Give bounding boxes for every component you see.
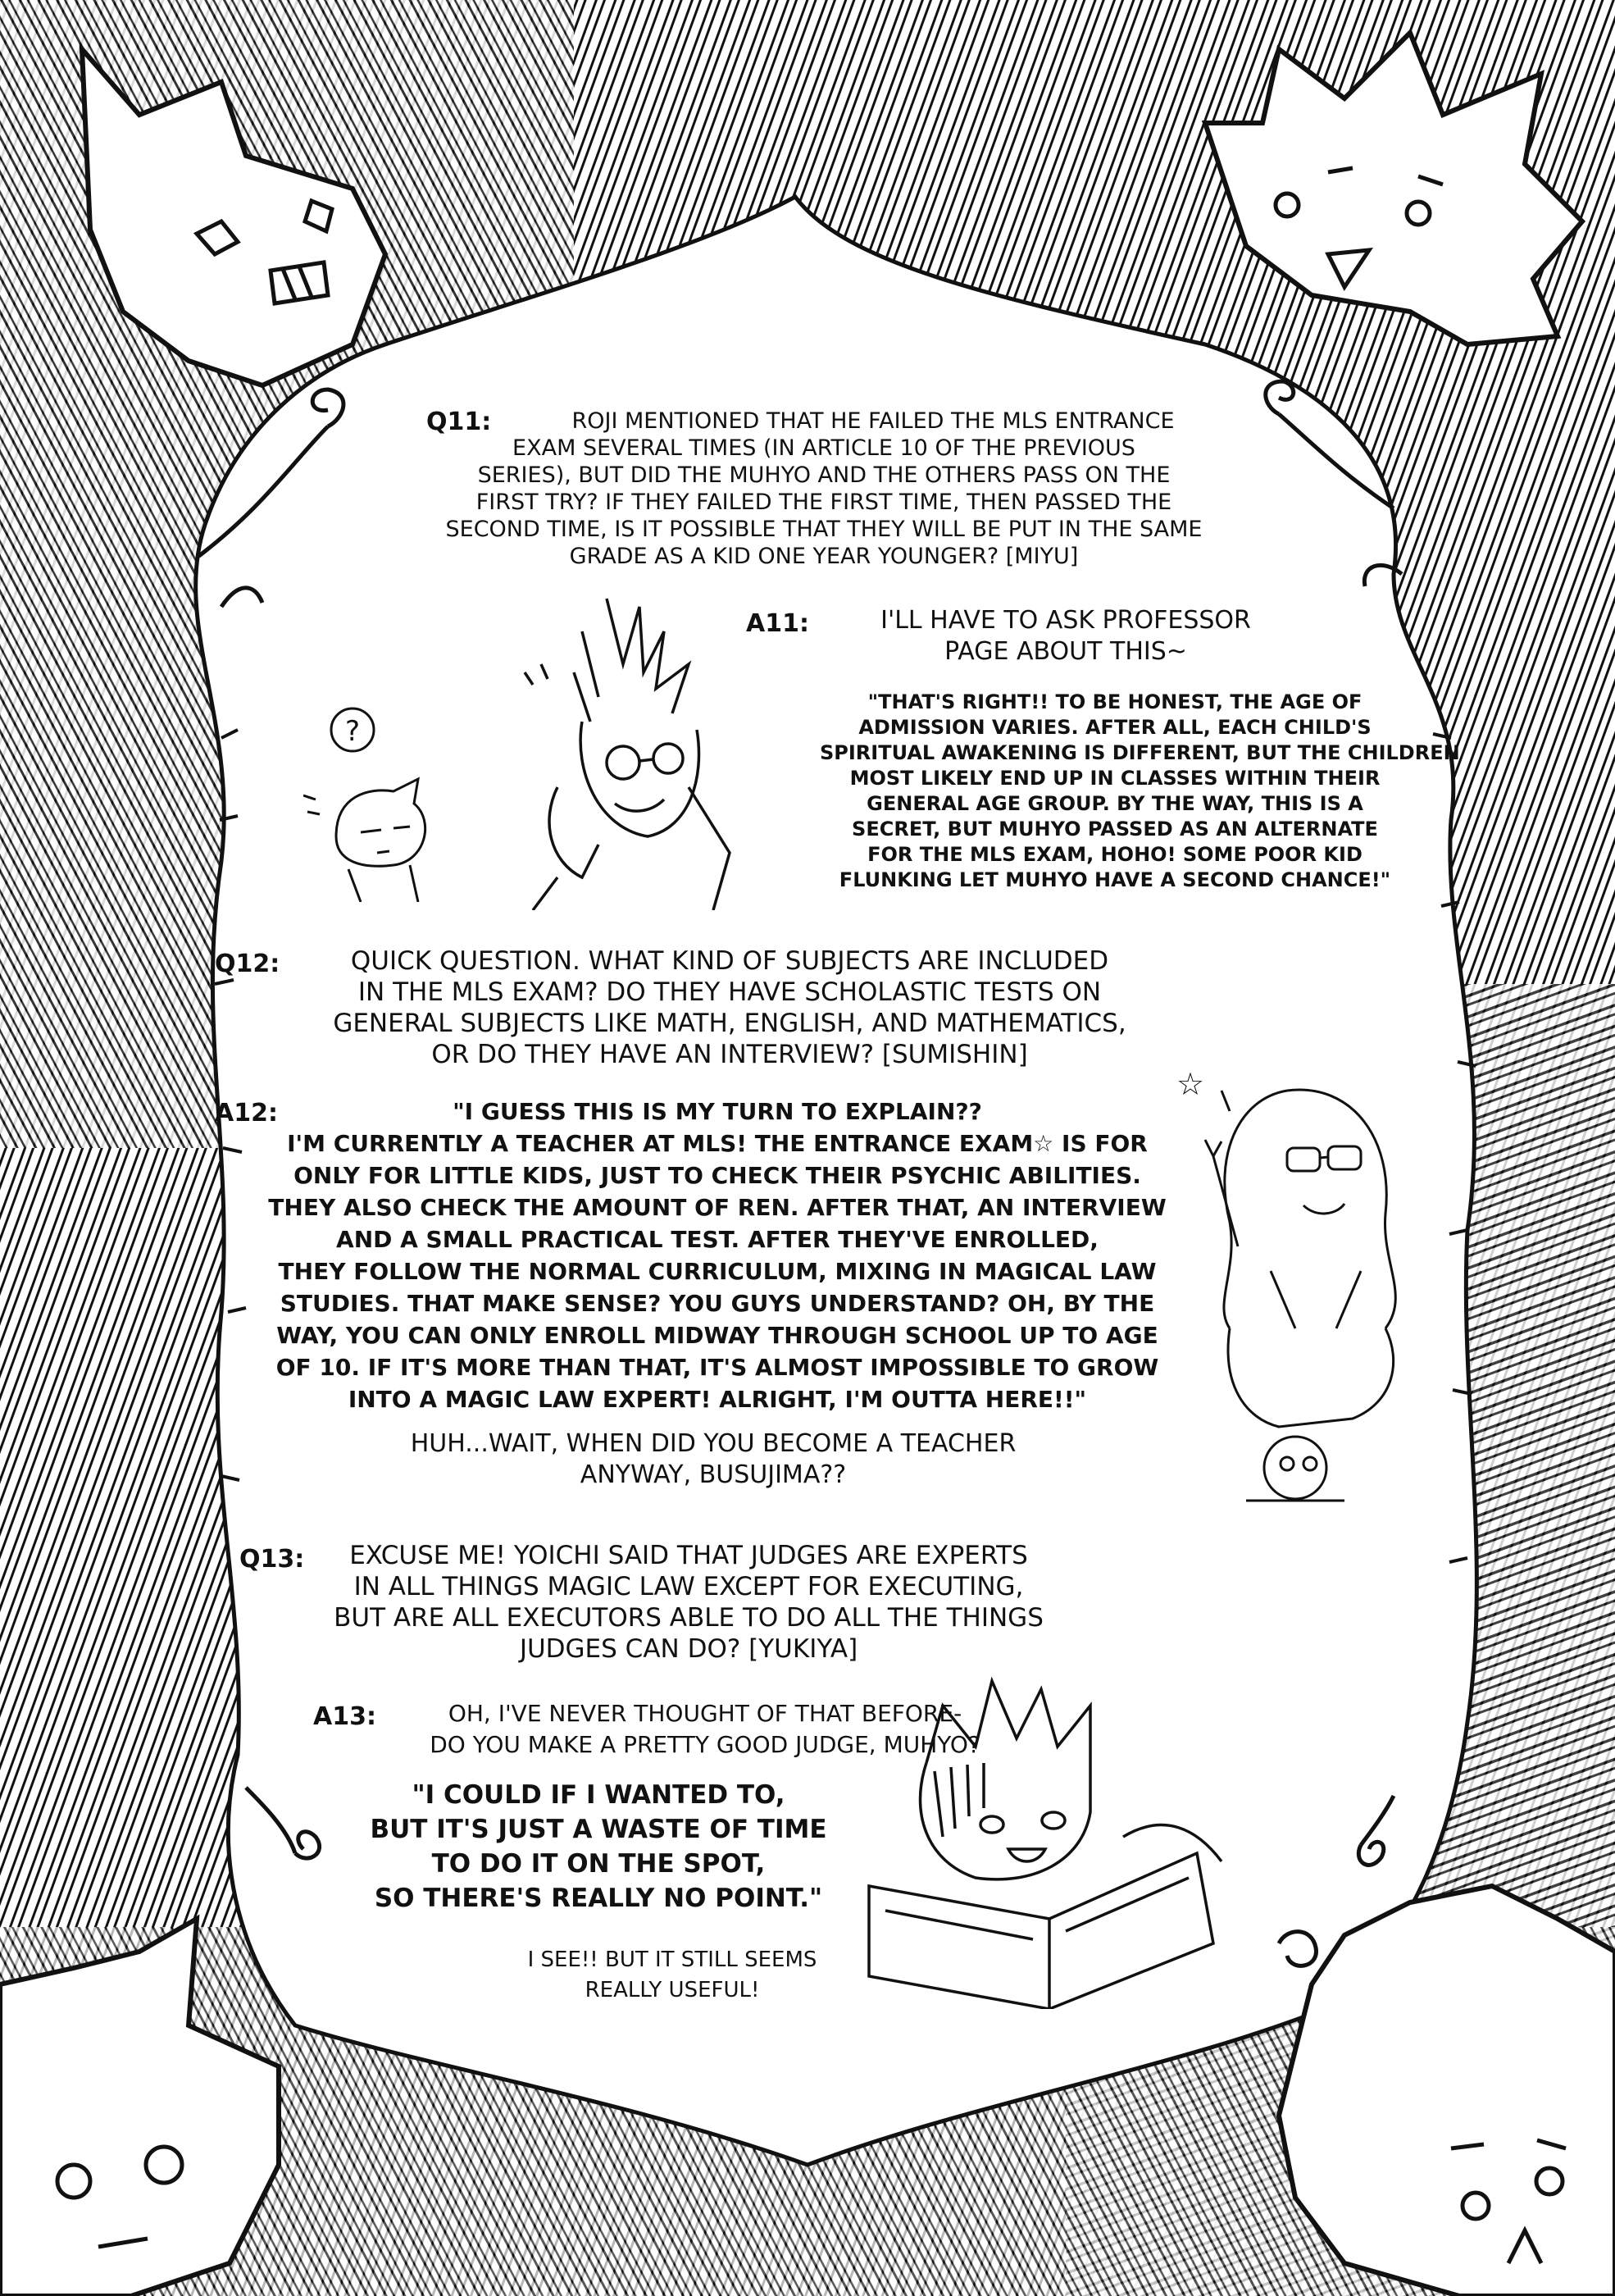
a11-quote-line: "THAT'S RIGHT!! TO BE HONEST, THE AGE OF (867, 690, 1363, 713)
q12-line: IN THE MLS EXAM? DO THEY HAVE SCHOLASTIC TESTS ON (357, 977, 1102, 1007)
a12-quote-line: WAY, YOU CAN ONLY ENROLL MIDWAY THROUGH SCHOOL UP TO AGE (276, 1322, 1158, 1349)
a11-quote-line: SPIRITUAL AWAKENING IS DIFFERENT, BUT THE CHILDREN (820, 741, 1460, 764)
a12-label: A12: (215, 1099, 278, 1128)
q13-question (320, 1540, 1058, 1665)
a13-label: A13: (313, 1702, 376, 1731)
q13-label: Q13: (239, 1545, 305, 1574)
professor-page-sketch (508, 582, 738, 910)
a12-busujima-quote (246, 1096, 1189, 1415)
a12-follow-up (344, 1428, 1082, 1491)
q11-question (426, 408, 1221, 570)
a11-professor-quote (820, 690, 1460, 893)
q12-line: OR DO THEY HAVE AN INTERVIEW? [SUMISHIN] (431, 1040, 1028, 1069)
a13-follow-line: REALLY USEFUL! (585, 1978, 760, 2002)
a11-line: PAGE ABOUT THIS~ (944, 637, 1187, 666)
a13-follow-line: I SEE!! BUT IT STILL SEEMS (527, 1947, 817, 1972)
q11-line: FIRST TRY? IF THEY FAILED THE FIRST TIME, THEN PASSED THE (475, 490, 1172, 515)
q12-question (295, 945, 1164, 1070)
q11-line: GRADE AS A KID ONE YEAR YOUNGER? [MIYU] (569, 544, 1079, 569)
q13-line: IN ALL THINGS MAGIC LAW EXCEPT FOR EXECUTING, (353, 1572, 1024, 1601)
q12-line: GENERAL SUBJECTS LIKE MATH, ENGLISH, AND MATHEMATICS, (333, 1009, 1126, 1038)
q13-line: JUDGES CAN DO? [YUKIYA] (519, 1634, 858, 1664)
q13-line: EXCUSE ME! YOICHI SAID THAT JUDGES ARE EXPERTS (349, 1541, 1028, 1570)
q11-line: SERIES), BUT DID THE MUHYO AND THE OTHERS PASS ON THE (477, 462, 1171, 488)
a12-quote-line: INTO A MAGIC LAW EXPERT! ALRIGHT, I'M OUTTA HERE!!" (348, 1386, 1087, 1413)
a12-quote-line: AND A SMALL PRACTICAL TEST. AFTER THEY'VE ENROLLED, (336, 1226, 1099, 1253)
star-glyph: ☆ (1176, 1066, 1205, 1102)
a11-quote-line: FLUNKING LET MUHYO HAVE A SECOND CHANCE!" (839, 868, 1391, 891)
a11-quote-line: FOR THE MLS EXAM, HOHO! SOME POOR KID (867, 843, 1363, 866)
a12-quote-line: I'M CURRENTLY A TEACHER AT MLS! THE ENTRANCE EXAM☆ IS FOR (287, 1130, 1148, 1157)
a12-quote-line: "I GUESS THIS IS MY TURN TO EXPLAIN?? (453, 1098, 982, 1125)
a11-answer (828, 605, 1303, 667)
a13-line: DO YOU MAKE A PRETTY GOOD JUDGE, MUHYO? (430, 1731, 980, 1758)
a11-line: I'LL HAVE TO ASK PROFESSOR (880, 606, 1251, 635)
a11-label: A11: (746, 609, 809, 638)
confused-kid-sketch (303, 697, 467, 902)
q11-line: SECOND TIME, IS IT POSSIBLE THAT THEY WILL BE PUT IN THE SAME (445, 517, 1203, 542)
a12-quote-line: THEY FOLLOW THE NORMAL CURRICULUM, MIXING IN MAGICAL LAW (278, 1258, 1157, 1285)
question-mark-glyph: ? (344, 715, 361, 748)
muhyo-reading-sketch (853, 1673, 1279, 2009)
a13-follow-up (492, 1945, 853, 2006)
a13-quote-line: SO THERE'S REALLY NO POINT." (374, 1884, 823, 1913)
a12-quote-line: ONLY FOR LITTLE KIDS, JUST TO CHECK THEIR PSYCHIC ABILITIES. (293, 1162, 1141, 1189)
a13-quote-line: TO DO IT ON THE SPOT, (431, 1849, 766, 1879)
q12-line: QUICK QUESTION. WHAT KIND OF SUBJECTS ARE INCLUDED (350, 946, 1109, 976)
a11-quote-line: SECRET, BUT MUHYO PASSED AS AN ALTERNATE (852, 818, 1378, 840)
a13-quote-line: BUT IT'S JUST A WASTE OF TIME (370, 1815, 827, 1844)
a12-quote-line: OF 10. IF IT'S MORE THAN THAT, IT'S ALMOST IMPOSSIBLE TO GROW (275, 1354, 1159, 1381)
a12-quote-line: THEY ALSO CHECK THE AMOUNT OF REN. AFTER THAT, AN INTERVIEW (268, 1194, 1167, 1221)
a13-quote-line: "I COULD IF I WANTED TO, (412, 1780, 785, 1810)
a12-quote-line: STUDIES. THAT MAKE SENSE? YOU GUYS UNDERSTAND? OH, BY THE (280, 1290, 1155, 1317)
a11-quote-line: MOST LIKELY END UP IN CLASSES WITHIN THEIR (849, 767, 1381, 790)
q11-label: Q11: (426, 408, 492, 436)
a13-line: OH, I'VE NEVER THOUGHT OF THAT BEFORE- (448, 1700, 962, 1727)
q12-label: Q12: (215, 950, 280, 978)
a12-follow-line: HUH...WAIT, WHEN DID YOU BECOME A TEACHER (410, 1429, 1017, 1458)
q11-line: ROJI MENTIONED THAT HE FAILED THE MLS ENTRANCE (571, 408, 1175, 434)
a12-follow-line: ANYWAY, BUSUJIMA?? (580, 1460, 847, 1489)
a13-muhyo-quote (361, 1778, 836, 1916)
a11-quote-line: GENERAL AGE GROUP. BY THE WAY, THIS IS A (867, 792, 1363, 815)
q11-line: EXAM SEVERAL TIMES (IN ARTICLE 10 OF THE PREVIOUS (512, 435, 1135, 461)
q13-line: BUT ARE ALL EXECUTORS ABLE TO DO ALL THE THINGS (334, 1603, 1044, 1633)
a11-quote-line: ADMISSION VARIES. AFTER ALL, EACH CHILD'S (858, 716, 1372, 739)
busujima-teacher-sketch (1164, 1058, 1443, 1517)
